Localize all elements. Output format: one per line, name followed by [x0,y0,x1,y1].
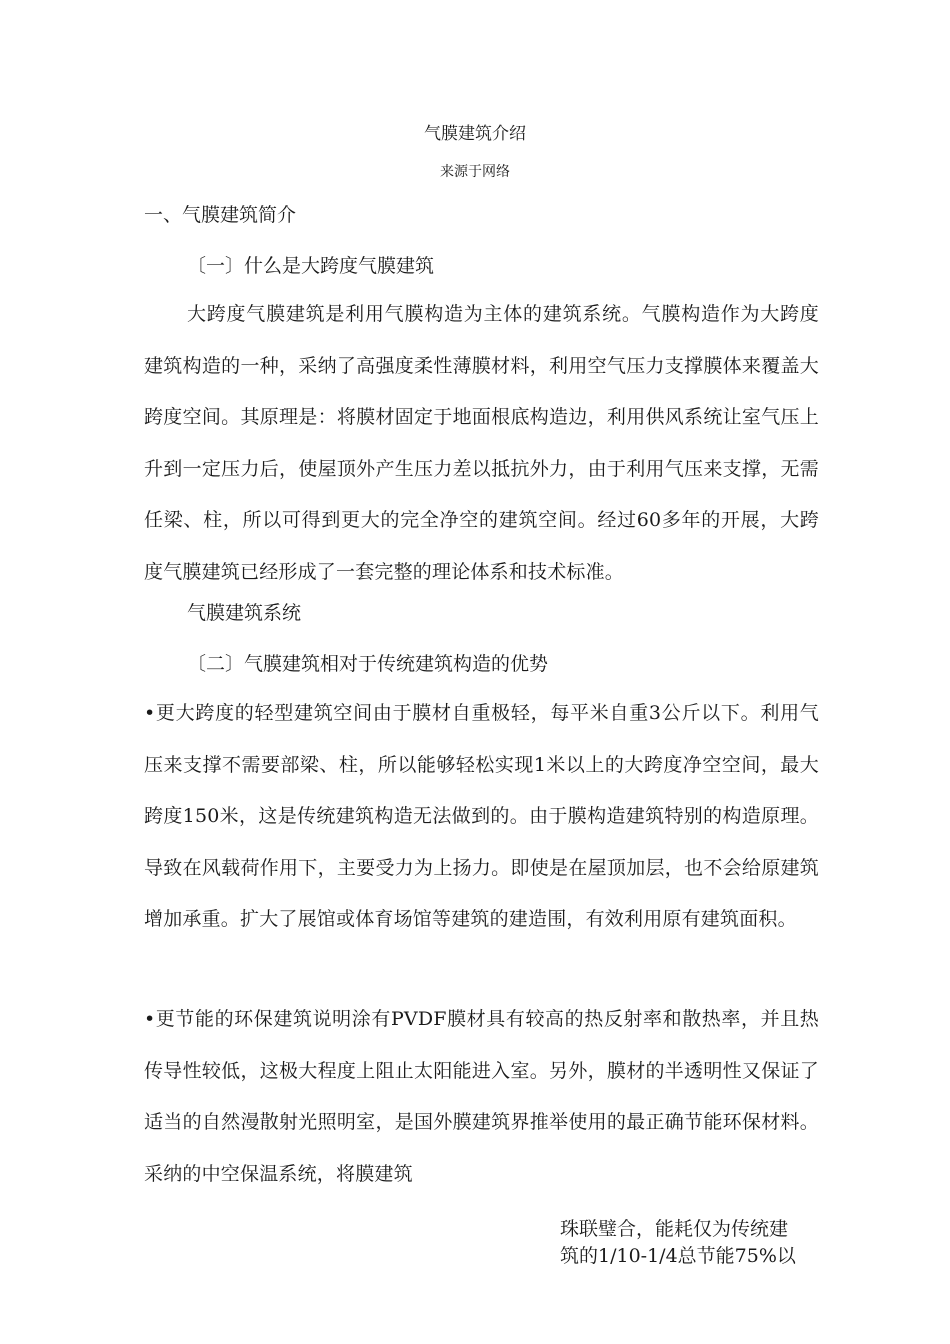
section-1-heading: 一、气膜建筑简介 [144,204,297,226]
footnote-line-1: 珠联璧合，能耗仅为传统建 [560,1218,789,1240]
document-source: 来源于网络 [440,164,510,180]
footnote-line-2: 筑的1/10-1/4总节能75%以 [560,1245,796,1267]
bullet-paragraph-2: •更节能的环保建筑说明涂有PVDF膜材具有较高的热反射率和散热率，并且热传导性较低，这极大程度上阻止太阳能进入室。另外，膜材的半透明性又保证了适当的自然漫散射光照明室，是国外膜建筑界推举使用的最正确节能环保材料。采纳的中空保温系统，将膜建筑 [144,1008,819,1185]
bullet-paragraph-1: •更大跨度的轻型建筑空间由于膜材自重极轻，每平米自重3公斤以下。利用气压来支撑不需要部梁、柱，所以能够轻松实现1米以上的大跨度净空空间，最大跨度150米，这是传统建筑构造无法做到的。由于膜构造建筑特别的构造原理。导致在风载荷作用下，主要受力为上扬力。即使是在屋顶加层，也不会给原建筑增加承重。扩大了展馆或体育场馆等建筑的建造围，有效利用原有建筑面积。 [144,702,819,931]
document-title: 气膜建筑介绍 [424,124,526,144]
footnote-block [560,1216,830,1270]
subsection-1-heading: 〔一〕什么是大跨度气膜建筑 [187,255,435,277]
paragraph-1: 大跨度气膜建筑是利用气膜构造为主体的建筑系统。气膜构造作为大跨度建筑构造的一种，采纳了高强度柔性薄膜材料，利用空气压力支撑膜体来覆盖大跨度空间。其原理是：将膜材固定于地面根底构造边，利用供风系统让室气压上升到一定压力后，使屋顶外产生压力差以抵抗外力，由于利用气压来支撑，无需任梁、柱，所以可得到更大的完全净空的建筑空间。经过60多年的开展，大跨度气膜建筑已经形成了一套完整的理论体系和技术标准。 [144,303,819,583]
system-label: 气膜建筑系统 [187,602,302,624]
subsection-2-heading: 〔二〕气膜建筑相对于传统建筑构造的优势 [187,653,549,675]
